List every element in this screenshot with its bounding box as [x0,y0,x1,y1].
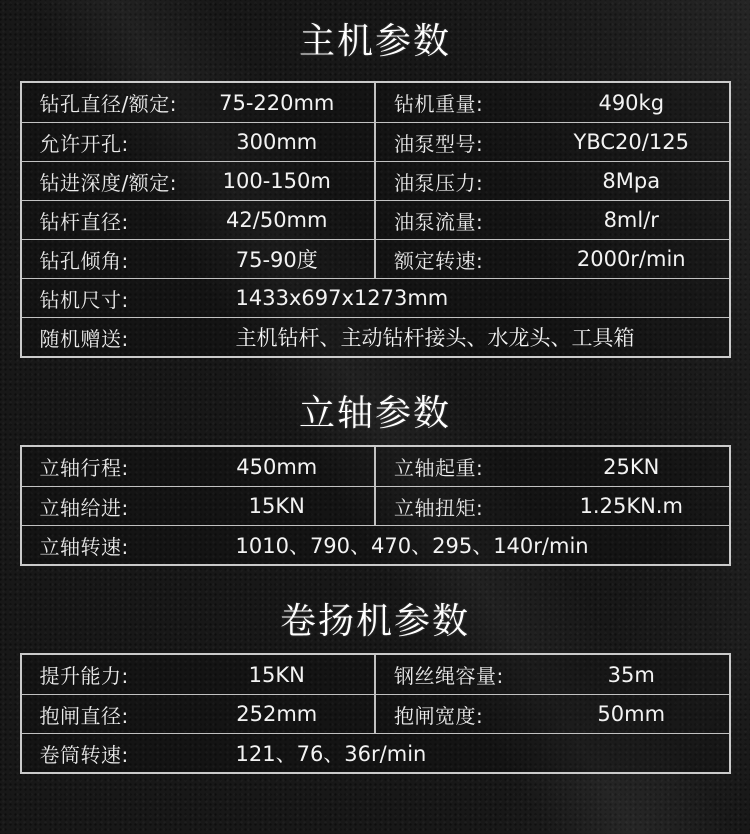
section-title-spindle-params: 立轴参数 [298,393,451,434]
spec-value: 252mm [236,702,318,726]
spec-value: 1010、790、470、295、140r/min [235,534,589,558]
spec-value: 1433x697x1273mm [235,286,449,310]
spindle-params-table [20,445,731,566]
spec-label: 抱闸直径: [39,703,129,728]
spec-cell [22,201,375,239]
main-params-table [20,81,731,358]
table-row [22,278,729,317]
spec-value: 25KN [603,454,660,479]
spec-cell [22,695,375,733]
table-row [22,525,729,564]
spec-label: 钻机尺寸: [39,287,129,312]
spec-cell [374,695,729,733]
spec-label: 油泵型号: [394,131,484,156]
spec-label: 钻杆直径: [39,209,129,234]
spec-value: 15KN [248,494,305,518]
spec-value: 2000r/min [576,247,686,271]
spec-label: 立轴行程: [39,456,129,480]
spec-value: 75-220mm [219,90,335,115]
spec-label: 油泵压力: [394,170,484,195]
spec-value: 主机钻杆、主动钻杆接头、水龙头、工具箱 [235,326,635,350]
spec-value: 8Mpa [602,169,661,193]
table-row [22,122,729,161]
spec-label: 立轴转速: [39,534,129,559]
table-row [22,655,729,694]
spec-value: YBC20/125 [573,130,689,154]
spec-value: 75-90度 [235,248,318,272]
spec-cell [22,83,375,122]
spec-value: 1.25KN.m [579,494,683,518]
spec-label: 立轴扭矩: [394,495,484,520]
spec-cell [374,240,729,278]
spec-value: 490kg [598,90,665,115]
table-row [22,317,729,356]
table-row [22,83,729,122]
spec-label: 钻孔倾角: [39,248,129,273]
table-row [22,486,729,525]
spec-label: 随机赠送: [39,326,129,351]
spec-label: 钻孔直径/额定: [39,92,177,116]
spec-label: 钻进深度/额定: [39,170,177,195]
section-title-winch-params: 卷扬机参数 [279,601,470,642]
spec-cell [22,123,375,161]
table-row [22,161,729,200]
spec-label: 立轴起重: [394,456,484,480]
spec-label: 油泵流量: [394,209,484,234]
spec-label: 卷筒转速: [39,742,129,767]
spec-value: 42/50mm [226,208,328,232]
table-row [22,447,729,486]
spec-value: 121、76、36r/min [235,742,427,766]
spec-label: 抱闸宽度: [394,703,484,728]
table-row [22,239,729,278]
spec-cell [374,655,729,694]
spec-value: 450mm [236,454,318,479]
spec-value: 15KN [248,662,305,687]
spec-cell [374,162,729,200]
spec-label: 额定转速: [394,248,484,273]
spec-label: 允许开孔: [39,131,129,156]
spec-value: 300mm [236,130,318,154]
spec-cell [22,162,375,200]
table-row [22,733,729,772]
spec-cell [374,201,729,239]
spec-cell [374,487,729,525]
spec-cell [22,734,729,772]
spec-label: 钻机重量: [394,92,484,116]
spec-cell [374,123,729,161]
spec-cell [374,447,729,486]
spec-cell [22,318,729,356]
spec-label: 提升能力: [39,664,129,688]
spec-label: 立轴给进: [39,495,129,520]
winch-params-table [20,653,731,774]
spec-cell [22,655,375,694]
spec-value: 35m [607,662,655,687]
spec-value: 100-150m [222,169,331,193]
spec-cell [374,83,729,122]
spec-label: 钢丝绳容量: [394,664,504,688]
spec-value: 50mm [597,702,666,726]
spec-value: 8ml/r [603,208,659,232]
spec-cell [22,240,375,278]
spec-cell [22,526,729,564]
spec-cell [22,279,729,317]
section-title-main-params: 主机参数 [298,21,451,62]
spec-cell [22,487,375,525]
spec-cell [22,447,375,486]
table-row [22,200,729,239]
table-row [22,694,729,733]
